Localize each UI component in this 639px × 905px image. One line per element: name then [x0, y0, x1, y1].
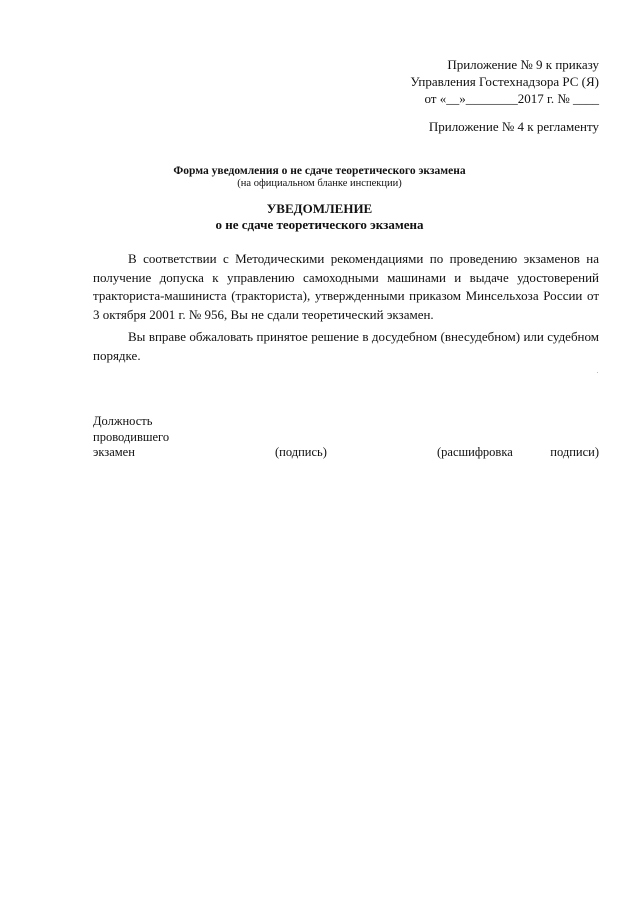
body-paragraph-1: В соответствии с Методическими рекомендациями по проведению экзаменов на получение допуска к управлению самоходными машинами и выдаче удостоверений тракториста-машиниста (тракториста), утвержденными приказом Минсельхоза России от 3 октября 2001 г. № 956, Вы не сдали теоретический экзамен. — [93, 251, 599, 322]
decoding-label-part-1: (расшифровка — [437, 445, 513, 459]
position-label-line-1: Должность — [93, 414, 153, 428]
signature-label: (подпись) — [275, 445, 327, 459]
appendix-header — [339, 56, 599, 107]
appendix-date-line: от «__»________2017 г. № ____ — [424, 91, 599, 106]
form-subtitle: (на официальном бланке инспекции) — [237, 178, 402, 189]
appendix-order-line: Приложение № 9 к приказу — [447, 57, 599, 72]
notice-title: УВЕДОМЛЕНИЕ — [266, 201, 373, 216]
scan-speck — [597, 372, 598, 373]
form-title: Форма уведомления о не сдаче теоретического экзамена — [173, 165, 466, 177]
body-paragraph-2: Вы вправе обжаловать принятое решение в досудебном (внесудебном) или судебном порядке. — [93, 329, 599, 363]
appendix-authority-line: Управления Гостехнадзора РС (Я) — [410, 74, 599, 89]
notice-subtitle: о не сдаче теоретического экзамена — [215, 217, 424, 232]
regulation-appendix-line: Приложение № 4 к регламенту — [428, 119, 599, 134]
position-label-line-2: проводившего — [93, 429, 170, 444]
position-label-line-3: экзамен — [93, 445, 135, 459]
decoding-label-part-2: подписи) — [550, 445, 599, 459]
signature-block — [93, 414, 599, 461]
